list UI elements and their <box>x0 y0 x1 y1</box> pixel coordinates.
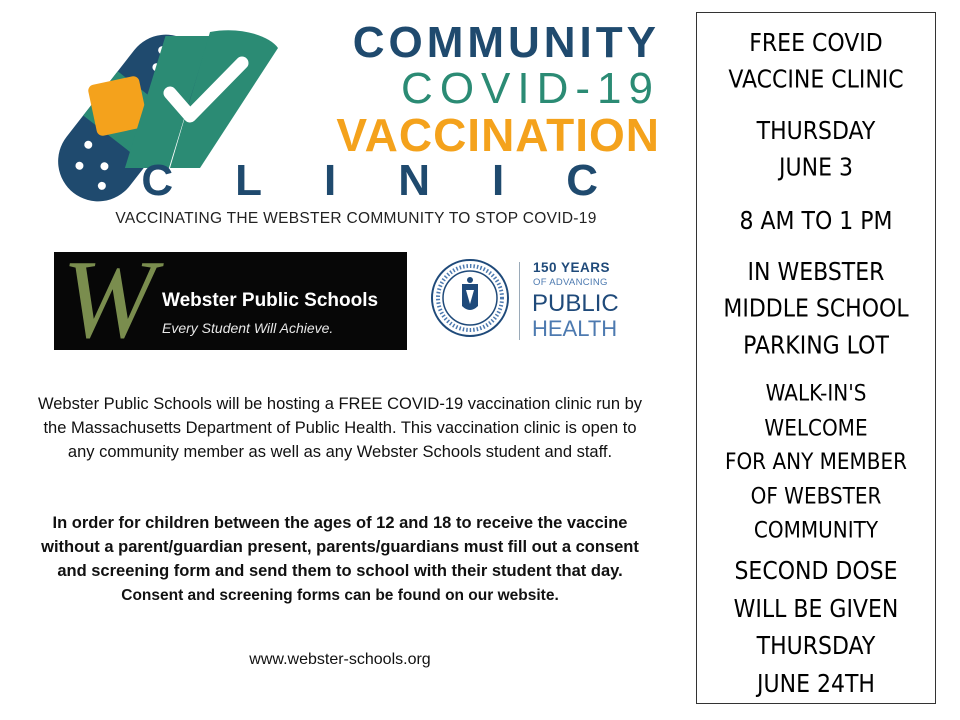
dph-public-text: PUBLIC <box>532 290 619 317</box>
logo-divider <box>519 262 520 340</box>
clinic-time: 8 AM TO 1 PM <box>739 207 893 236</box>
website-link[interactable]: www.webster-schools.org <box>249 651 431 668</box>
free-clinic-heading: FREE COVID VACCINE CLINIC <box>728 29 904 95</box>
clinic-details-panel <box>696 12 936 704</box>
webster-public-schools-logo <box>54 252 407 350</box>
clinic-date: THURSDAY JUNE 3 <box>756 117 876 183</box>
clinic-logo <box>50 18 662 203</box>
walk-ins-note: WALK-IN'S WELCOME FOR ANY MEMBER OF WEBSTER COMMUNITY <box>724 379 908 543</box>
logo-community-text: COMMUNITY <box>352 18 660 67</box>
second-dose-note: SECOND DOSE WILL BE GIVEN THURSDAY JUNE 24TH <box>733 557 899 699</box>
school-name: Webster Public Schools <box>162 290 379 311</box>
tagline: VACCINATING THE WEBSTER COMMUNITY TO STOP COVID-19 <box>115 210 597 227</box>
dph-health-text: HEALTH <box>532 316 618 341</box>
consent-paragraph <box>30 511 650 608</box>
dph-years-text: 150 YEARS <box>533 260 611 275</box>
logo-vaccination-text: VACCINATION <box>336 109 660 161</box>
w-monogram-icon: W <box>62 252 156 350</box>
consent-forms-note: Consent and screening forms can be found on our website. <box>121 587 559 604</box>
consent-instructions: In order for children between the ages of 12 and 18 to receive the vaccine without a parent/guardian present, parents/guardians must fill out a consent and screening form and send them to school with their student that day. <box>41 514 639 580</box>
intro-paragraph: Webster Public Schools will be hosting a FREE COVID-19 vaccination clinic run by the Massachusetts Department of Public Health. This vaccination clinic is open to any community member as well as any Webster Schools student and staff. <box>37 395 643 461</box>
logo-covid-text: COVID-19 <box>401 64 660 113</box>
clinic-location: IN WEBSTER MIDDLE SCHOOL PARKING LOT <box>723 258 909 361</box>
dph-advancing-text: OF ADVANCING <box>533 277 608 288</box>
logo-clinic-text: CLINIC <box>141 156 660 205</box>
school-motto: Every Student Will Achieve. <box>162 320 334 336</box>
massachusetts-dph-seal-icon <box>430 258 510 338</box>
